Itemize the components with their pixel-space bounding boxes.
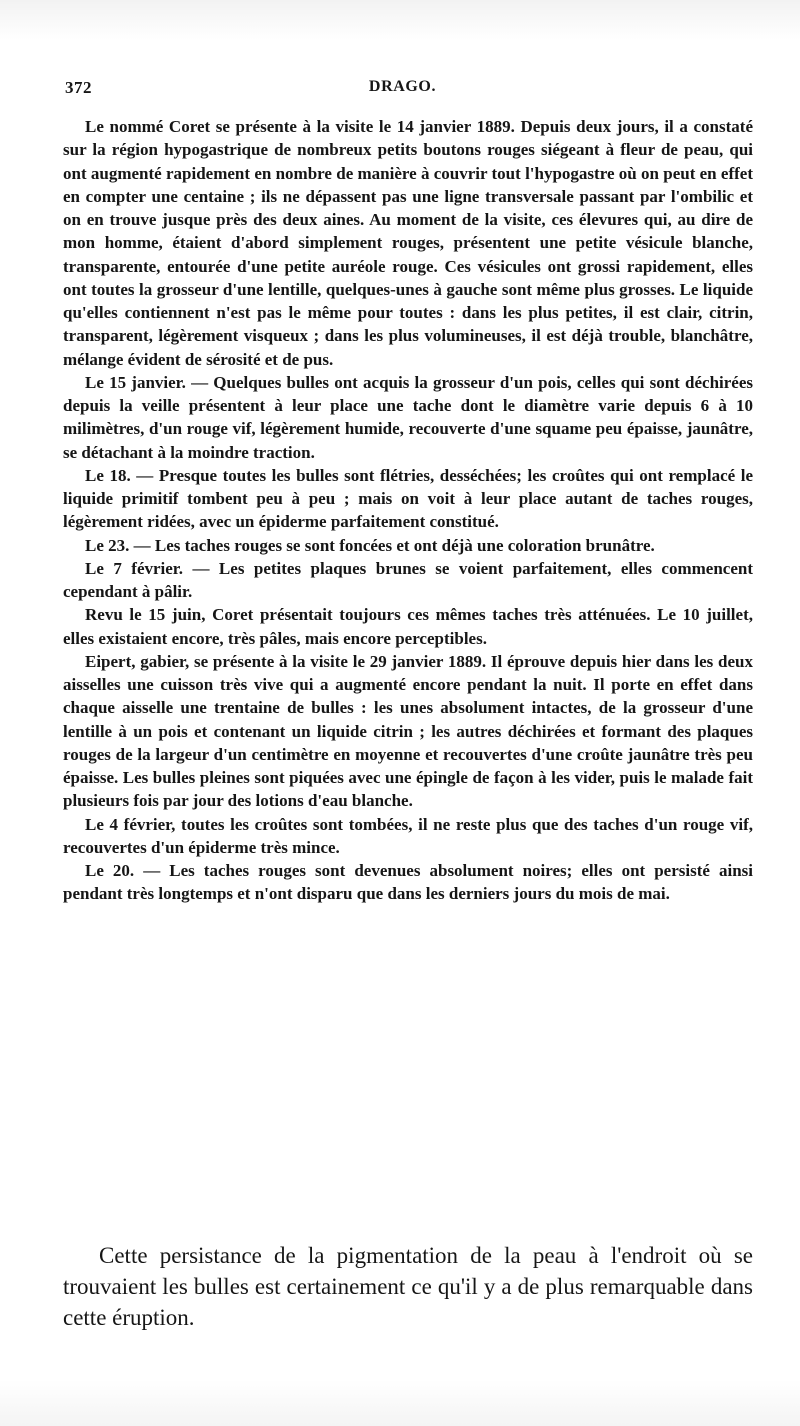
- paragraph-january-23: Le 23. — Les taches rouges se sont foncées et ont déjà une coloration brunâtre.: [85, 535, 655, 555]
- conclusion-paragraph: Cette persistance de la pigmentation de la peau à l'endroit où se trouvaient les bulles est certainement ce qu'il y a de plus remarquable dans cette éruption.: [63, 1243, 753, 1330]
- paragraph-coret-case: Le nommé Coret se présente à la visite le 14 janvier 1889. Depuis deux jours, il a constaté sur la région hypogastrique de nombreux petits boutons rouges siégeant à fleur de peau, qui ont augmenté rapidement en nombre de manière à couvrir tout l'hypogastre où on peut en effet en compter une centaine ; ils ne dépassent pas une ligne transversale passant par l'ombilic et on en trouve jusque près des deux aines. Au moment de la visite, ces élevures qui, au dire de mon homme, étaient d'abord simplement rouges, présentent une petite vésicule blanche, transparente, entourée d'une petite auréole rouge. Ces vésicules ont grossi rapidement, elles ont toutes la grosseur d'une lentille, quelques-unes à gauche sont même plus grosses. Le liquide qu'elles contiennent n'est pas le même pour toutes : dans les plus petites, il est clair, citrin, transparent, légèrement visqueux ; dans les plus volumineuses, il est déjà trouble, blanchâtre, mélange évident de sérosité et de pus.: [63, 117, 753, 369]
- conclusion-block: [63, 1240, 753, 1333]
- page-header: [65, 78, 740, 102]
- paragraph-eipert-case: Eipert, gabier, se présente à la visite le 29 janvier 1889. Il éprouve depuis hier dans les deux aisselles une cuisson très vive qui a augmenté encore pendant la nuit. Il porte en effet dans chaque aisselle une trentaine de bulles : les unes absolument intactes, de la grosseur d'une lentille à un pois et contenant un liquide citrin ; les autres déchirées et formant des plaques rouges de la largeur d'un centimètre en moyenne et recouvertes d'une croûte jaunâtre très peu épaisse. Les bulles pleines sont piquées avec une épingle de façon à les vider, puis le malade fait plusieurs fois par jour des lotions d'eau blanche.: [63, 651, 753, 811]
- paragraph-january-15: Le 15 janvier. — Quelques bulles ont acquis la grosseur d'un pois, celles qui sont déchirées depuis la veille présentent à leur place une tache dont le diamètre varie depuis 6 à 10 milimètres, d'un rouge vif, légèrement humide, recouverte d'une squame peu épaisse, jaunâtre, se détachant à la moindre traction.: [63, 372, 753, 462]
- paragraph-february-20: Le 20. — Les taches rouges sont devenues absolument noires; elles ont persisté ainsi pendant très longtemps et n'ont disparu que dans les derniers jours du mois de mai.: [63, 861, 753, 904]
- running-title: DRAGO.: [368, 78, 437, 95]
- paragraph-january-18: Le 18. — Presque toutes les bulles sont flétries, desséchées; les croûtes qui ont remplacé le liquide primitif tombent peu à peu ; mais on voit à leur place autant de taches rouges, légèrement ridées, avec un épiderme parfaitement constitué.: [63, 465, 753, 532]
- page-number: 372: [65, 78, 92, 97]
- body-text: [63, 115, 753, 906]
- paragraph-june-july-followup: Revu le 15 juin, Coret présentait toujours ces mêmes taches très atténuées. Le 10 juillet, elles existaient encore, très pâles, mais encore perceptibles.: [63, 605, 753, 648]
- paragraph-february-4: Le 4 février, toutes les croûtes sont tombées, il ne reste plus que des taches d'un rouge vif, recouvertes d'un épiderme très mince.: [63, 814, 753, 857]
- paragraph-february-7: Le 7 février. — Les petites plaques brunes se voient parfaitement, elles commencent cependant à pâlir.: [63, 558, 753, 601]
